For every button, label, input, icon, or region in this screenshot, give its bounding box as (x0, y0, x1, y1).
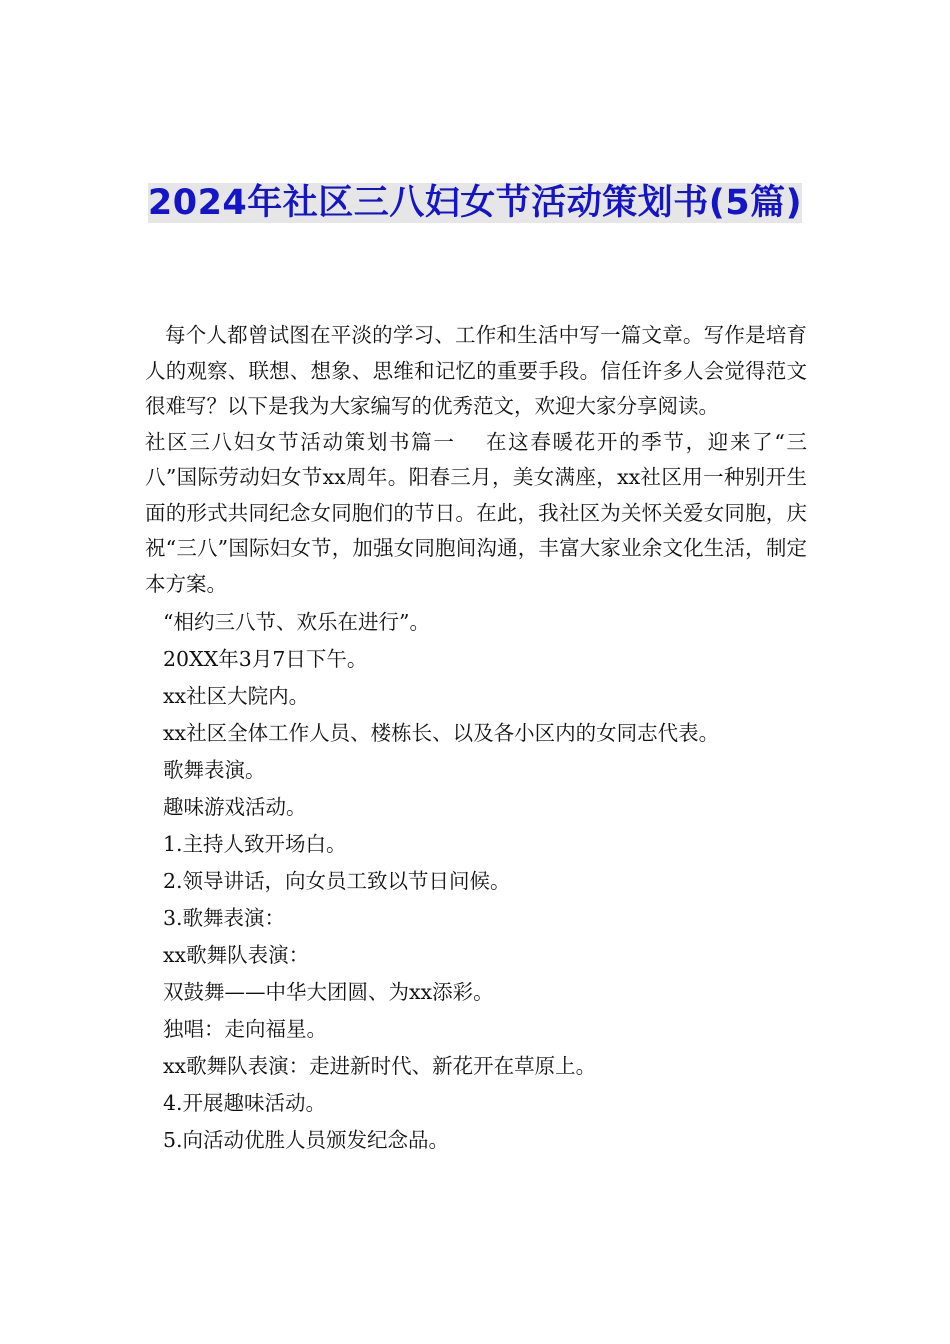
plan-line: 歌舞表演。 (163, 758, 266, 782)
plan-line: 趣味游戏活动。 (163, 795, 307, 819)
section-1-paragraph: 社区三八妇女节活动策划书篇一 在这春暖花开的季节，迎来了“三八”国际劳动妇女节xx周年。阳春三月，美女满座，xx社区用一种别开生面的形式共同纪念女同胞们的节日。在此，我社区为关怀关爱女同胞，庆祝“三八”国际妇女节，加强女同胞间沟通，丰富大家业余文化生活，制定本方案。 (145, 429, 807, 596)
plan-line: 20XX年3月7日下午。 (163, 647, 368, 671)
plan-line: xx社区全体工作人员、楼栋长、以及各小区内的女同志代表。 (163, 721, 720, 745)
plan-line: 5.向活动优胜人员颁发纪念品。 (163, 1128, 450, 1152)
plan-line: 双鼓舞——中华大团圆、为xx添彩。 (163, 980, 494, 1004)
document-title: 2024年社区三八妇女节活动策划书(5篇) (147, 183, 803, 223)
plan-line: 2.领导讲话，向女员工致以节日问候。 (163, 869, 511, 893)
plan-line: xx歌舞队表演：走进新时代、新花开在草原上。 (163, 1054, 597, 1078)
plan-line: 独唱：走向福星。 (163, 1017, 327, 1041)
plan-line: xx社区大院内。 (163, 684, 310, 708)
plan-line: 3.歌舞表演： (163, 906, 286, 930)
plan-line: 1.主持人致开场白。 (163, 832, 347, 856)
plan-lines (145, 604, 807, 1159)
plan-line: xx歌舞队表演： (163, 943, 310, 967)
plan-line: “相约三八节、欢乐在进行”。 (163, 610, 430, 634)
intro-paragraph: 每个人都曾试图在平淡的学习、工作和生活中写一篇文章。写作是培育人的观察、联想、想象、思维和记忆的重要手段。信任许多人会觉得范文很难写？以下是我为大家编写的优秀范文，欢迎大家分享阅读。 (145, 323, 807, 418)
title-block (140, 178, 810, 228)
document-body (145, 318, 807, 1159)
plan-line: 4.开展趣味活动。 (163, 1091, 327, 1115)
